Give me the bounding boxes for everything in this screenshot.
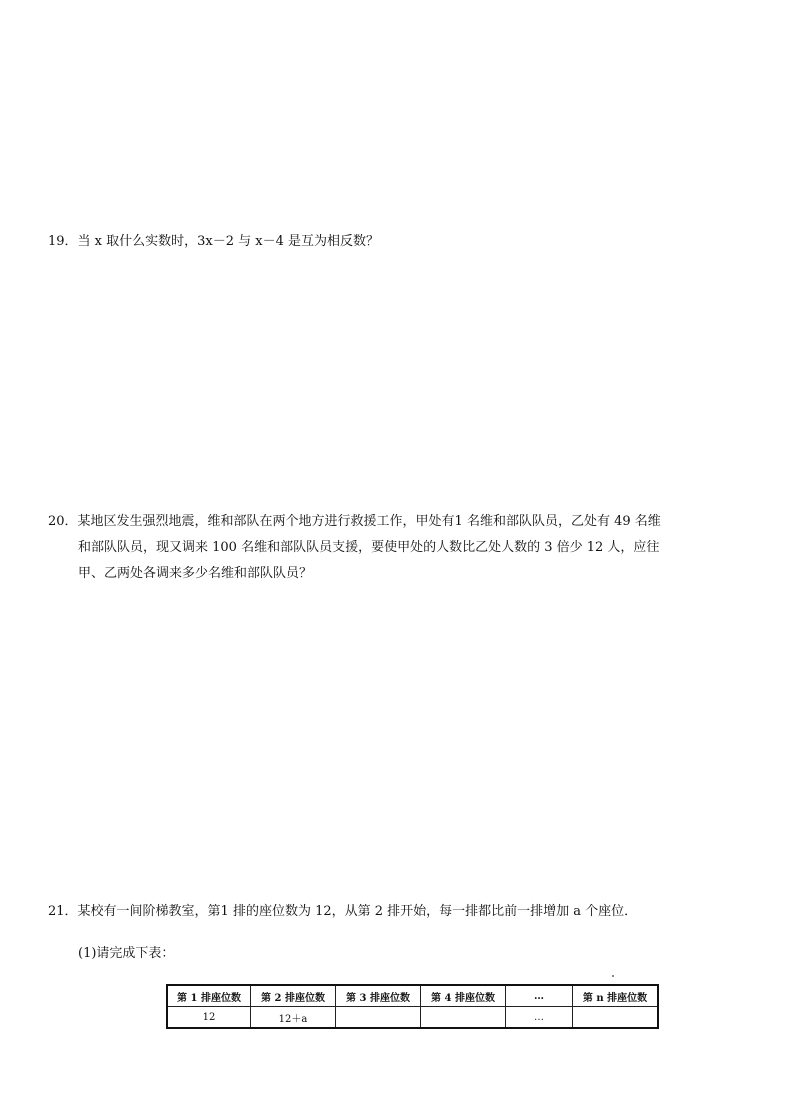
question-20 xyxy=(48,509,768,587)
table-row xyxy=(167,1007,658,1029)
table-header-cell: 第 4 排座位数 xyxy=(421,985,506,1007)
table-cell-blank[interactable] xyxy=(421,1007,506,1029)
question-19 xyxy=(48,229,379,255)
question-21 xyxy=(48,899,637,925)
scan-speck xyxy=(612,975,614,977)
table-cell: 12 xyxy=(167,1007,251,1029)
question-number: 21． xyxy=(48,904,78,919)
question-text: 当 x 取什么实数时，3x－2 与 x－4 是互为相反数？ xyxy=(77,234,380,249)
question-line-3: 甲、乙两处各调来多少名维和部队队员？ xyxy=(78,566,313,581)
table-header-cell: 第 1 排座位数 xyxy=(167,985,251,1007)
table-cell: … xyxy=(506,1007,573,1029)
seat-count-table xyxy=(166,984,659,1029)
table-header-row xyxy=(167,985,658,1007)
question-number: 20． xyxy=(48,514,78,529)
table-cell-blank[interactable] xyxy=(573,1007,659,1029)
question-line-2: 和部队队员，现又调来 100 名维和部队队员支援，要使甲处的人数比乙处人数的 3 倍少 12 人，应往 xyxy=(78,540,660,555)
table-header-cell: 第 n 排座位数 xyxy=(573,985,659,1007)
question-number: 19． xyxy=(48,234,78,249)
question-21-part-1: (1)请完成下表： xyxy=(78,946,175,961)
table-cell-blank[interactable] xyxy=(336,1007,421,1029)
table-header-cell: 第 2 排座位数 xyxy=(251,985,336,1007)
question-text: 某校有一间阶梯教室，第1 排的座位数为 12，从第 2 排开始，每一排都比前一排增加 a 个座位． xyxy=(77,904,638,919)
question-text: 某地区发生强烈地震，维和部队在两个地方进行救援工作，甲处有1 名维和部队队员，乙处有 49 名维 xyxy=(77,514,661,529)
question-line-1 xyxy=(48,509,768,535)
table-header-cell: 第 3 排座位数 xyxy=(336,985,421,1007)
table-header-cell: … xyxy=(506,985,573,1007)
table-cell: 12＋a xyxy=(251,1007,336,1029)
